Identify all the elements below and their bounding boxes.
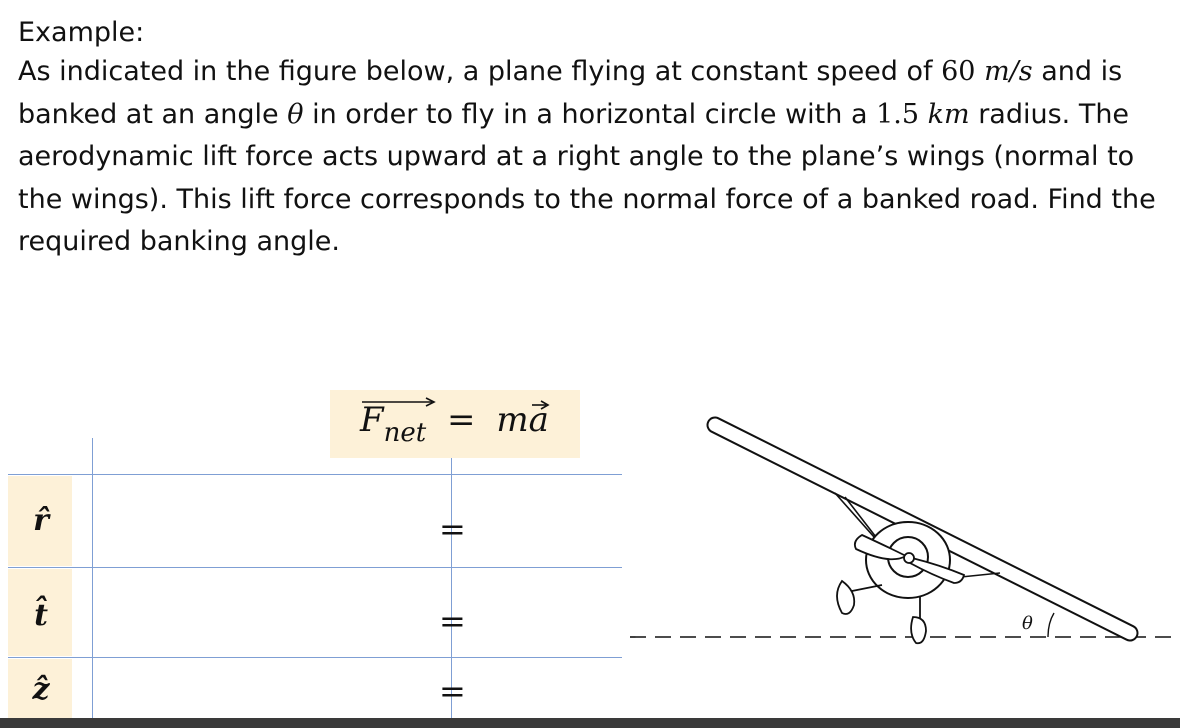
equals-sign: =: [447, 400, 476, 440]
example-heading: Example:: [18, 17, 145, 48]
bottom-toolbar-strip: [0, 718, 1180, 728]
table-rule: [8, 657, 622, 658]
radius-value: 1.5: [876, 98, 920, 130]
acceleration-vector: [529, 400, 549, 440]
force-symbol: F: [360, 400, 384, 440]
angle-label: θ: [1022, 613, 1033, 634]
acceleration-symbol: a: [528, 400, 549, 440]
newton-second-law-equation: [360, 400, 549, 448]
equals-z-row: =: [439, 672, 466, 710]
unit-vector-t: t̂: [34, 598, 48, 633]
speed-value: 60: [941, 56, 976, 87]
banked-plane-figure: [620, 405, 1175, 665]
problem-statement: [18, 51, 1168, 264]
radius-unit: km: [927, 98, 970, 130]
vector-arrow-icon: [531, 398, 551, 410]
angle-arc: [1048, 613, 1054, 637]
equals-t-row: =: [439, 602, 466, 640]
problem-text-4: radius. The aerodynamic lift force acts upward at a right angle to the plane’s wings (normal to the wings). This lift force corresponds to the normal force of a banked road. Find the required banking angle.: [18, 98, 1156, 257]
table-rule: [8, 474, 622, 475]
table-rule: [8, 567, 622, 568]
problem-text-2: and is banked at an angle: [18, 56, 1123, 130]
problem-text-1: As indicated in the figure below, a plane flying at constant speed of: [18, 56, 942, 87]
force-subscript: net: [383, 418, 427, 448]
table-column-rule: [92, 438, 93, 718]
speed-unit: m/s: [984, 56, 1033, 87]
unit-vector-z: ẑ: [32, 672, 50, 707]
mass-symbol: m: [496, 400, 529, 440]
vector-arrow-icon: [362, 396, 438, 408]
equals-r-row: =: [439, 510, 466, 548]
angle-symbol: θ: [287, 98, 304, 130]
problem-text-3: in order to fly in a horizontal circle with a: [303, 98, 877, 130]
net-force-vector: [360, 400, 427, 448]
unit-vector-r: r̂: [33, 503, 49, 538]
